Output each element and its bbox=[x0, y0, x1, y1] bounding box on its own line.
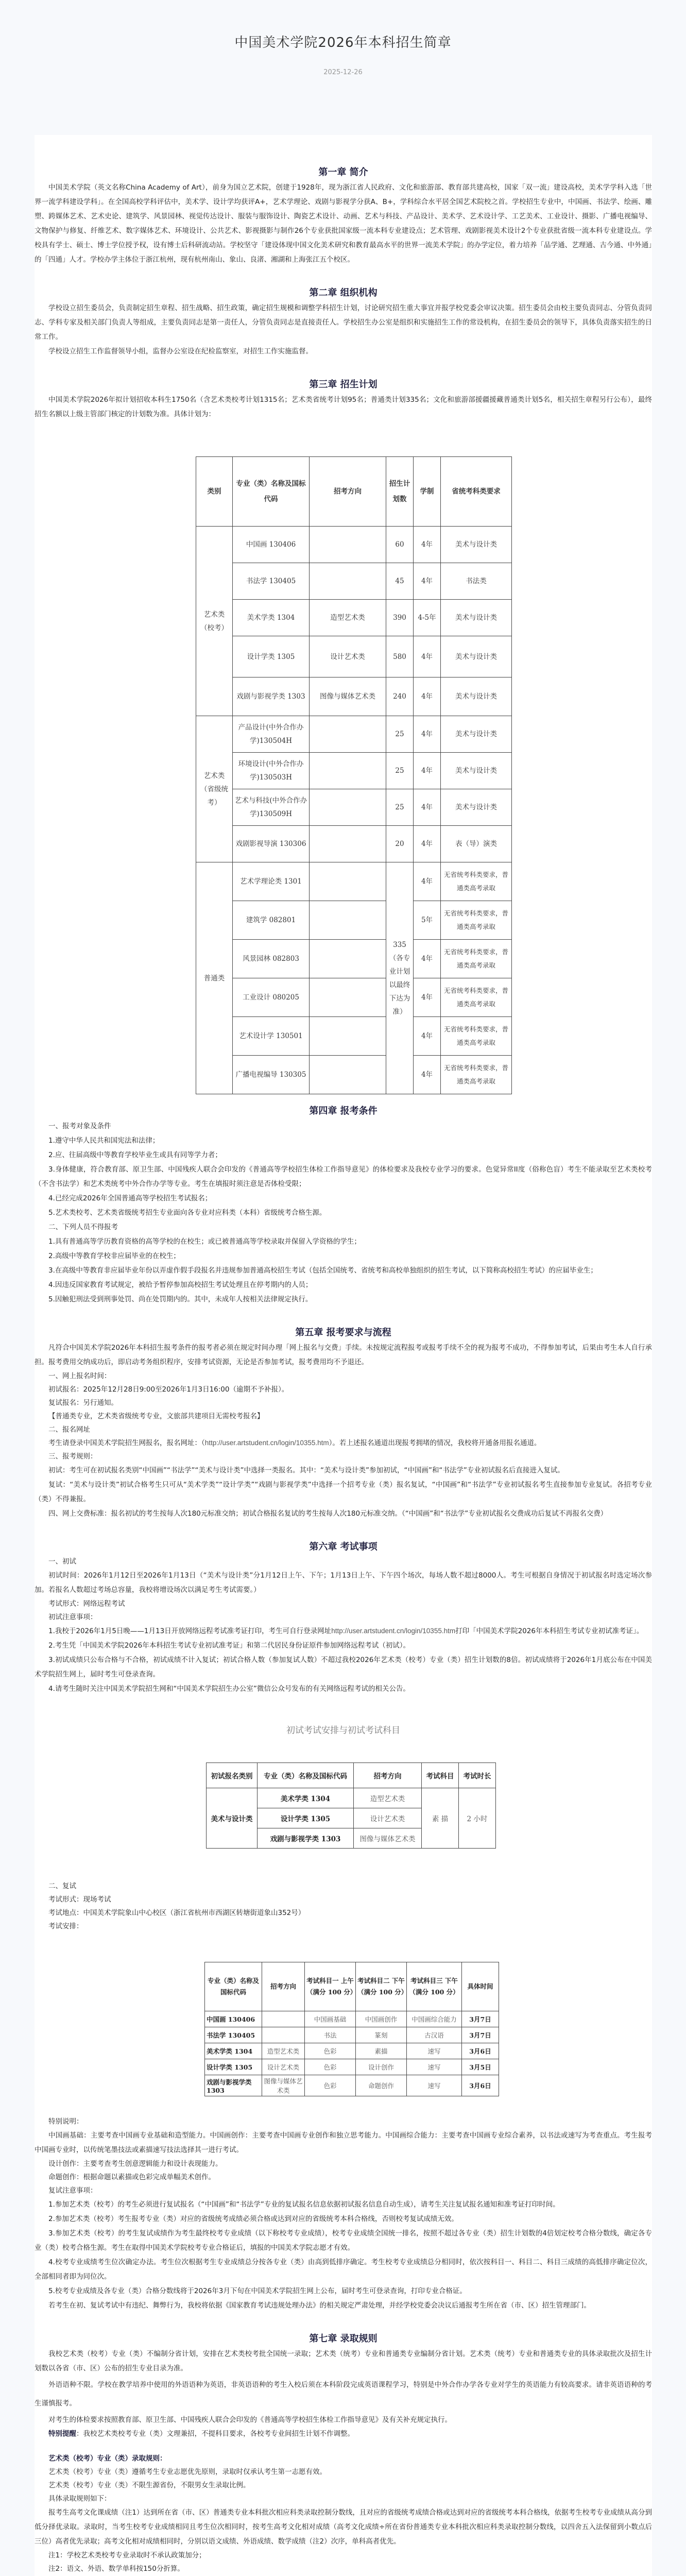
plan-quota: 580 bbox=[386, 636, 414, 677]
plan-major: 书法学 130405 bbox=[233, 563, 310, 600]
retest-row bbox=[205, 2011, 499, 2027]
chapter-3-title: 第三章 招生计划 bbox=[309, 379, 378, 390]
preliminary-note-3: 3.初试成绩只公布合格与不合格，初试成绩不计入复试；初试合格人数（参加复试人数）不超过我校2026年艺术类（校考）专业（类）招生计划数的8倍。初试成绩将于2026年1月底公布在中国美术学院招生网上，届时考生可登录查询。 bbox=[35, 1656, 652, 1679]
retest-major: 中国画 130406 bbox=[205, 2011, 262, 2027]
plan-row bbox=[196, 527, 512, 563]
condition-line: 一、报考对象及条件 bbox=[48, 1122, 111, 1130]
plan-row bbox=[196, 826, 512, 862]
plan-major: 中国画 130406 bbox=[233, 527, 310, 563]
plan-duration: 4年 bbox=[414, 716, 441, 753]
chapter-2-title: 第二章 组织机构 bbox=[309, 287, 378, 298]
plan-direction bbox=[310, 901, 386, 940]
retest-format: 考试形式：现场考试 bbox=[48, 1895, 111, 1904]
plan-direction bbox=[310, 716, 386, 753]
prelim-subject: 素 描 bbox=[422, 1788, 459, 1849]
registration-url-line: 考生请登录中国美术学院招生网报名，报名网址：（http://user.artstudent.cn/login/10355.htm）。若上述报名通道出现报考拥堵的情况，我校将开通备用报名通道。 bbox=[48, 1439, 541, 1447]
preliminary-heading: 一、初试 bbox=[48, 1557, 76, 1566]
plan-row bbox=[196, 978, 512, 1017]
art-admission-heading: 艺术类（校考）专业（类）录取规则： bbox=[48, 2454, 167, 2463]
admission-paragraph-3: 对考生的体检要求按照教育部、原卫生部、中国残疾人联合会印发的《普通高等学校招生体检工作指导意见》及有关补充规定执行。 bbox=[48, 2416, 452, 2424]
plan-quota: 390 bbox=[386, 600, 414, 636]
prelim-direction: 设计艺术类 bbox=[354, 1808, 422, 1828]
preliminary-format: 考试形式：网络远程考试 bbox=[48, 1600, 125, 1608]
special-note-3: 命题创作：根据命题以素描或色彩完成单幅美术创作。 bbox=[48, 2173, 215, 2181]
retest-subject-2: 设计创作 bbox=[356, 2059, 407, 2075]
retest-note-5: 5.校考专业成绩及各专业（类）合格分数线将于2026年3月下旬在中国美术学院招生网上公布，届时考生可登录查询，打印专业合格证。 bbox=[48, 2287, 467, 2295]
plan-row bbox=[196, 600, 512, 636]
retest-note-4: 4.校考专业成绩考生位次确定办法。考生位次根据考生专业成绩总分按各专业（类）由高到低排序确定。考生校考专业成绩总分相同时，依次按科目一、科目二、科目三成绩的高低排序确定位次，全部相同者即为同位次。 bbox=[35, 2258, 652, 2281]
plan-requirement: 美术与设计类 bbox=[441, 600, 512, 636]
fee-standard: 四、网上交费标准：报名初试的考生按每人次180元标准交纳；初试合格报名复试的考生按每人次180元标准交纳。（“中国画”和“书法学”专业初试报名交费成功后复试不再报名交费） bbox=[48, 1510, 608, 1518]
registration-url-heading: 二、报名网址 bbox=[48, 1426, 90, 1434]
chapter-5-title: 第五章 报考要求与流程 bbox=[295, 1327, 391, 1338]
condition-line: 2.应、往届高级中等教育学校毕业生或具有同等学力者； bbox=[48, 1151, 222, 1159]
retest-major: 设计学类 1305 bbox=[205, 2059, 262, 2075]
plan-direction bbox=[310, 862, 386, 901]
retest-subject-3: 速写 bbox=[407, 2059, 462, 2075]
plan-major: 广播电视编导 130305 bbox=[233, 1056, 310, 1094]
art-rule-2: 艺术类（校考）专业（类）不限生源省份，不限男女生录取比例。 bbox=[48, 2481, 250, 2489]
plan-row bbox=[196, 677, 512, 716]
retest-date: 3月7日 bbox=[462, 2011, 499, 2027]
retest-row bbox=[205, 2027, 499, 2043]
prelim-category: 美术与设计类 bbox=[207, 1788, 258, 1849]
retest-subject-3: 中国画综合能力 bbox=[407, 2011, 462, 2027]
retest-subject-3: 古汉语 bbox=[407, 2027, 462, 2043]
admission-paragraph-1: 我校艺术类（校考）专业（类）不编制分省计划，安排在艺术类校考批全国统一录取；艺术类（统考）专业和普通类专业编制分省计划。艺术类（统考）专业和普通类专业的具体录取批次及招生计划数以各省（市、区）公布的招生专业目录为准。 bbox=[35, 2350, 652, 2372]
plan-quota: 45 bbox=[386, 563, 414, 600]
page-title: 中国美术学院2026年本科招生简章 bbox=[234, 35, 452, 50]
art-rule-1: 艺术类（校考）专业（类）遵循考生专业志愿优先原则，录取时仅承认考生第一志愿有效。 bbox=[48, 2468, 327, 2476]
plan-major: 美术学类 1304 bbox=[233, 600, 310, 636]
plan-duration: 4年 bbox=[414, 940, 441, 978]
plan-direction bbox=[310, 563, 386, 600]
plan-requirement: 无省统考科类要求，普通类高考录取 bbox=[441, 1017, 512, 1056]
rules-retest: 复试：“美术与设计类”初试合格考生只可从“美术学类”“设计学类”“戏剧与影视学类”中选择一个招考专业（类）报名复试，“中国画”和“书法学”专业初试报名考生直接参加专业复试。各招考专业（类）不得兼报。 bbox=[35, 1481, 652, 1503]
plan-duration: 4-5年 bbox=[414, 600, 441, 636]
plan-direction bbox=[310, 940, 386, 978]
retest-row bbox=[205, 2043, 499, 2059]
condition-line: 3.在高级中等教育非应届毕业年份以弄虚作假手段报名并违规参加普通高校招生考试（包括全国统考、省统考和高校单独组织的招生考试，以下简称高校招生考试）的应届毕业生； bbox=[48, 1266, 597, 1275]
plan-row bbox=[196, 1056, 512, 1094]
footnote-2: 注2：语文、外语、数学单科按150分折算。 bbox=[48, 2565, 184, 2573]
plan-major: 艺术设计学 130501 bbox=[233, 1017, 310, 1056]
retest-subject-3: 速写 bbox=[407, 2075, 462, 2096]
plan-header-duration: 学制 bbox=[414, 457, 441, 527]
plan-row bbox=[196, 753, 512, 789]
retest-header-subject-3: 考试科目三 下午 （满分 100 分） bbox=[407, 1962, 462, 2011]
plan-direction bbox=[310, 978, 386, 1017]
plan-duration: 4年 bbox=[414, 636, 441, 677]
prelim-header-category: 初试报名类别 bbox=[207, 1763, 258, 1788]
plan-requirement: 无省统考科类要求，普通类高考录取 bbox=[441, 862, 512, 901]
plan-row bbox=[196, 862, 512, 901]
special-note-heading: 特别说明： bbox=[48, 2117, 83, 2126]
retest-notes-heading: 复试注意事项： bbox=[48, 2187, 97, 2195]
retest-direction bbox=[262, 2011, 305, 2027]
retest-heading: 二、复试 bbox=[48, 1882, 76, 1890]
retest-subject-1: 色彩 bbox=[305, 2043, 356, 2059]
special-reminder: 特别提醒：我校艺术类校考专业（类）文理兼招，不提科目要求，各校考专业间招生计划不作调整。 bbox=[48, 2430, 354, 2438]
plan-requirement: 美术与设计类 bbox=[441, 636, 512, 677]
admission-paragraph-2: 外语语种不限。学校在教学培养中使用的外语语种为英语，非英语语种的考生入校后须在本科阶段完成英语课程学习，特别是中外合作办学各专业对学生的英语能力有较高要求。请非英语语种的考生谨慎报考。 bbox=[35, 2381, 652, 2408]
plan-requirement: 书法类 bbox=[441, 563, 512, 600]
condition-line: 2.高级中等教育学校非应届毕业的在校生； bbox=[48, 1252, 180, 1260]
retest-location: 考试地点：中国美术学院象山中心校区（浙江省杭州市西湖区转塘街道象山352号） bbox=[48, 1909, 305, 1917]
plan-requirement: 美术与设计类 bbox=[441, 753, 512, 789]
preliminary-table-caption: 初试考试安排与初试考试科目 bbox=[286, 1725, 400, 1736]
plan-category: 普通类 bbox=[196, 862, 233, 1094]
plan-major: 戏剧影视导演 130306 bbox=[233, 826, 310, 862]
prelim-header-duration: 考试时长 bbox=[459, 1763, 496, 1788]
plan-header-category: 类别 bbox=[196, 457, 233, 527]
retest-header-subject-2: 考试科目二 下午 （满分 100 分） bbox=[356, 1962, 407, 2011]
plan-requirement: 无省统考科类要求，普通类高考录取 bbox=[441, 1056, 512, 1094]
plan-major: 戏剧与影视学类 1303 bbox=[233, 677, 310, 716]
plan-row bbox=[196, 716, 512, 753]
registration-link[interactable]: http://user.artstudent.cn/login/10355.htm bbox=[204, 1439, 329, 1447]
retest-subject-1: 中国画基础 bbox=[305, 2011, 356, 2027]
retest-date: 3月6日 bbox=[462, 2043, 499, 2059]
retest-row bbox=[205, 2059, 499, 2075]
plan-duration: 4年 bbox=[414, 1017, 441, 1056]
registration-time-heading: 一、网上报名时间： bbox=[48, 1372, 111, 1380]
chapter-7-title: 第七章 录取规则 bbox=[309, 2333, 378, 2344]
org-paragraph-2: 学校设立招生工作监督领导小组，监督办公室设在纪检监察室，对招生工作实施监督。 bbox=[48, 347, 313, 355]
enrollment-plan-table bbox=[196, 456, 512, 1094]
plan-requirement: 美术与设计类 bbox=[441, 527, 512, 563]
retest-note-3: 3.参加艺术类（校考）的考生复试成绩作为考生最终校考专业成绩（以下称校考专业成绩），校考专业成绩全国统一排名，按照不超过各专业（类）招生计划数的4倍划定校考合格分数线，确定各专业（类）校考合格生源。考生在取得中国美术学院校考专业合格证后，填报的中国美术学院志愿才有效。 bbox=[35, 2229, 652, 2252]
preliminary-note-1: 1.我校于2026年1月5日晚——1月13日开放网络远程考试准考证打印，考生可自行登录网址http://user.artstudent.cn/login/10355.htm打印「中国美术学院2026年本科招生考试专业初试准考证」。 bbox=[48, 1627, 644, 1635]
prelim-duration: 2 小时 bbox=[459, 1788, 496, 1849]
retest-row bbox=[205, 2075, 499, 2096]
plan-duration: 4年 bbox=[414, 527, 441, 563]
plan-requirement: 无省统考科类要求，普通类高考录取 bbox=[441, 978, 512, 1017]
retest-subject-3: 速写 bbox=[407, 2043, 462, 2059]
condition-line: 3.身体健康，符合教育部、原卫生部、中国残疾人联合会印发的《普通高等学校招生体检工作指导意见》的体检要求及我校专业学习的要求。色觉异常II度（俗称色盲）考生不能录取至艺术类校考（不含书法学）和艺术类统考中外合作办学等专业。考生在填报时须注意是否体检受限； bbox=[35, 1165, 652, 1188]
publish-date: 2025-12-26 bbox=[323, 69, 363, 76]
plan-duration: 4年 bbox=[414, 826, 441, 862]
plan-row bbox=[196, 563, 512, 600]
plan-direction: 图像与媒体艺术类 bbox=[310, 677, 386, 716]
plan-quota: 20 bbox=[386, 826, 414, 862]
plan-major: 产品设计(中外合作办学)130504H bbox=[233, 716, 310, 753]
preliminary-notes-heading: 初试注意事项： bbox=[48, 1613, 97, 1621]
plan-major: 环境设计(中外合作办学)130503H bbox=[233, 753, 310, 789]
retest-header-major: 专业（类）名称及国标代码 bbox=[205, 1962, 262, 2011]
preliminary-exam-table bbox=[206, 1762, 496, 1849]
retest-header-subject-1: 考试科目一 上午 （满分 100 分） bbox=[305, 1962, 356, 2011]
plan-quota: 25 bbox=[386, 716, 414, 753]
no-school-exam-note: 【普通类专业，艺术类省级统考专业，文旅部共建项目无需校考报名】 bbox=[48, 1412, 264, 1420]
retest-arrangement: 考试安排： bbox=[48, 1922, 83, 1930]
retest-direction: 设计艺术类 bbox=[262, 2059, 305, 2075]
plan-requirement: 美术与设计类 bbox=[441, 789, 512, 826]
condition-line: 5.因触犯刑法受到刑事处罚、尚在处罚期内的。其中，未成年人按相关法律规定执行。 bbox=[48, 1295, 313, 1303]
plan-header-requirement: 省统考科类要求 bbox=[441, 457, 512, 527]
plan-quota: 25 bbox=[386, 789, 414, 826]
retest-header-direction: 招考方向 bbox=[262, 1962, 305, 2011]
plan-duration: 4年 bbox=[414, 753, 441, 789]
plan-direction: 造型艺术类 bbox=[310, 600, 386, 636]
rules-preliminary: 初试：考生可在初试报名类别“中国画”“书法学”“美术与设计类”中选择一类报名。其中：“美术与设计类”参加初试，“中国画”和“书法学”专业初试报名后直接进入复试。 bbox=[48, 1466, 564, 1475]
retest-date: 3月7日 bbox=[462, 2027, 499, 2043]
chapter-6-title: 第六章 考试事项 bbox=[309, 1541, 378, 1552]
plan-major: 工业设计 080205 bbox=[233, 978, 310, 1017]
plan-duration: 5年 bbox=[414, 901, 441, 940]
article-body bbox=[35, 135, 652, 2576]
plan-direction bbox=[310, 1017, 386, 1056]
plan-header-quota: 招生计划数 bbox=[386, 457, 414, 527]
footnote-1: 注1：学校艺术类校考专业录取时不承认政策加分； bbox=[48, 2551, 206, 2560]
chapter-1-title: 第一章 简介 bbox=[318, 167, 368, 178]
plan-requirement: 美术与设计类 bbox=[441, 716, 512, 753]
plan-requirement: 表（导）演类 bbox=[441, 826, 512, 862]
plan-major: 艺术与科技(中外合作办学)130509H bbox=[233, 789, 310, 826]
art-rule-4: 报考生高考文化课成绩（注1）达到所在省（市、区）普通类专业本科批次相应科类录取控制分数线，且对应的省级统考成绩合格或达到对应的省级统考本科合格线，依据考生校考专业成绩从高分到低分择优录取。录取时，当考生校考专业成绩相同且考生位次相同时，按考生高考文化相对成绩（高考文化成绩÷所在省份普通类专业本科批次相应科类录取控制分数线，以四舍五入法保留到小数点后三位）高者优先录取；高考文化相对成绩相同时，分别以语文成绩、外语成绩、数学成绩（注2）次序，单科高者优先。 bbox=[35, 2509, 652, 2546]
preliminary-registration: 初试报名：2025年12月28日9:00至2026年1月3日16:00（逾期不予补报）。 bbox=[48, 1385, 289, 1394]
plan-duration: 4年 bbox=[414, 677, 441, 716]
condition-line: 4.已经完成2026年全国普通高等学校招生考试报名； bbox=[48, 1194, 212, 1202]
plan-direction bbox=[310, 753, 386, 789]
plan-row bbox=[196, 636, 512, 677]
plan-direction bbox=[310, 826, 386, 862]
plan-row bbox=[196, 1017, 512, 1056]
condition-line: 4.因违反国家教育考试规定，被给予暂停参加高校招生考试处理且在停考期内的人员； bbox=[48, 1281, 313, 1289]
prelim-header-major: 专业（类）名称及国标代码 bbox=[258, 1763, 354, 1788]
retest-header-date: 具体时间 bbox=[462, 1962, 499, 2011]
retest-subject-2: 篆刻 bbox=[356, 2027, 407, 2043]
plan-quota-general: 335（各专业计划以最终下达为准） bbox=[386, 862, 414, 1094]
chapter-4-title: 第四章 报考条件 bbox=[309, 1106, 378, 1116]
prelim-direction: 图像与媒体艺术类 bbox=[354, 1828, 422, 1849]
retest-subject-1: 色彩 bbox=[305, 2059, 356, 2075]
plan-category: 艺术类（校考） bbox=[196, 527, 233, 716]
plan-quota: 25 bbox=[386, 753, 414, 789]
retest-subject-1: 书法 bbox=[305, 2027, 356, 2043]
misconduct-note: 若考生在初、复试考试中有违纪、舞弊行为，我校将依据《国家教育考试违规处理办法》的相关规定严肃处理，并经学校党委会决议后通报考生所在省（市、区）招生管理部门。 bbox=[48, 2301, 591, 2310]
condition-line: 二、下列人员不得报考 bbox=[48, 1223, 118, 1231]
preliminary-note-2: 2.考生凭「中国美术学院2026年本科招生考试专业初试准考证」和第二代居民身份证原件参加网络远程考试（初试）。 bbox=[48, 1641, 410, 1650]
retest-exam-table bbox=[204, 1962, 499, 2096]
retest-subject-1: 色彩 bbox=[305, 2075, 356, 2096]
prelim-major: 戏剧与影视学类 1303 bbox=[258, 1828, 354, 1849]
condition-line: 1.遵守中华人民共和国宪法和法律； bbox=[48, 1137, 160, 1145]
plan-duration: 4年 bbox=[414, 862, 441, 901]
prelim-header-direction: 招考方向 bbox=[354, 1763, 422, 1788]
plan-row bbox=[196, 901, 512, 940]
plan-duration: 4年 bbox=[414, 563, 441, 600]
plan-header-direction: 招考方向 bbox=[310, 457, 386, 527]
plan-category: 艺术类（省级统考） bbox=[196, 716, 233, 862]
registration-paragraph: 凡符合中国美术学院2026年本科招生报考条件的报考者必须在规定时间办理「网上报名与交费」手续。未按规定流程报考或报考手续不全的视为报考不成功，不得参加考试，后果由考生本人自行承担。报考费用交纳成功后，即启动考务组织程序，安排考试资源，无论是否参加考试，报考费用均不予退还。 bbox=[35, 1344, 652, 1366]
preliminary-note-4: 4.请考生随时关注中国美术学院招生网和“中国美术学院招生办公室”微信公众号发布的有关网络远程考试的相关公告。 bbox=[48, 1685, 410, 1693]
retest-subject-2: 素描 bbox=[356, 2043, 407, 2059]
plan-requirement: 无省统考科类要求，普通类高考录取 bbox=[441, 940, 512, 978]
prelim-direction: 造型艺术类 bbox=[354, 1788, 422, 1808]
plan-duration: 4年 bbox=[414, 789, 441, 826]
prelim-header-subject: 考试科目 bbox=[422, 1763, 459, 1788]
plan-duration: 4年 bbox=[414, 1056, 441, 1094]
condition-line: 1.具有普通高等学历教育资格的高等学校的在校生；或已被普通高等学校录取并保留入学资格的学生； bbox=[48, 1238, 361, 1246]
retest-date: 3月6日 bbox=[462, 2075, 499, 2096]
art-rule-3: 具体录取规则如下： bbox=[48, 2495, 111, 2503]
retest-direction: 造型艺术类 bbox=[262, 2043, 305, 2059]
retest-subject-2: 命题创作 bbox=[356, 2075, 407, 2096]
plan-requirement: 无省统考科类要求，普通类高考录取 bbox=[441, 901, 512, 940]
plan-duration: 4年 bbox=[414, 978, 441, 1017]
plan-major: 建筑学 082801 bbox=[233, 901, 310, 940]
retest-note-2: 2.参加艺术类（校考）考生报考专业（类）对应的省级统考成绩必须合格或达到对应的省级统考本科合格线，否则校考复试成绩无效。 bbox=[48, 2215, 458, 2223]
plan-direction bbox=[310, 527, 386, 563]
plan-row bbox=[196, 940, 512, 978]
plan-quota: 240 bbox=[386, 677, 414, 716]
plan-paragraph: 中国美术学院2026年拟计划招收本科生1750名（含艺术类校考计划1315名；艺术类省统考计划95名；普通类计划335名；文化和旅游部援疆援藏普通类计划5名，相关招生章程另行公布），最终招生名额以上级主管部门核定的计划数为准。具体计划为： bbox=[35, 396, 652, 418]
plan-requirement: 美术与设计类 bbox=[441, 677, 512, 716]
retest-major: 戏剧与影视学类 1303 bbox=[205, 2075, 262, 2096]
retest-direction: 图像与媒体艺术类 bbox=[262, 2075, 305, 2096]
retest-major: 书法学 130405 bbox=[205, 2027, 262, 2043]
admission-ticket-link[interactable]: http://user.artstudent.cn/login/10355.htm bbox=[331, 1627, 456, 1635]
org-paragraph-1: 学校设立招生委员会，负责制定招生章程、招生战略、招生政策，确定招生规模和调整学科招生计划，讨论研究招生重大事宜并报学校党委会审议决策。招生委员会由校主要负责同志、分管负责同志、学科专家及相关部门负责人等组成，主要负责同志是第一责任人，分管负责同志是直接责任人。学校招生办公室是组织和实施招生工作的常设机构，在招生委员会的领导下，具体负责落实招生的日常工作。 bbox=[35, 304, 652, 341]
plan-direction: 设计艺术类 bbox=[310, 636, 386, 677]
plan-header-major: 专业（类）名称及国标代码 bbox=[233, 457, 310, 527]
plan-major: 设计学类 1305 bbox=[233, 636, 310, 677]
rules-heading: 三、报考规则： bbox=[48, 1452, 97, 1461]
plan-major: 艺术学理论类 1301 bbox=[233, 862, 310, 901]
preliminary-time: 初试时间：2026年1月12日至2026年1月13日（“美术与设计类”分1月12日上午、下午；1月13日上午、下午四个场次，每场人数不超过8000人。考生可根据自身情况于初试报名时选定场次参加。若报名人数超过考场总容量，我校将增设场次以满足考生考试需要。） bbox=[35, 1571, 652, 1594]
special-note-1: 中国画基础：主要考查中国画专业基础和造型能力。中国画创作：主要考查中国画专业创作和独立思考能力。中国画综合能力：主要考查中国画专业综合素养，以书法或速写为考查重点。考生报考中国画专业时，以传统笔墨技法或素描速写技法选择其一进行考试。 bbox=[35, 2131, 652, 2154]
plan-direction bbox=[310, 1056, 386, 1094]
intro-paragraph: 中国美术学院（英文名称China Academy of Art），前身为国立艺术院，创建于1928年，现为浙江省人民政府、文化和旅游部、教育部共建高校，国家「双一流」建设高校，美术学学科入选「世界一流学科建设学科」。在全国高校学科评估中，美术学、设计学均获评A+，艺术学理论、戏剧与影视学分获A、B+，学科综合水平居全国艺术院校之首。学校招生专业中，中国画、书法学、绘画、雕塑、跨媒体艺术、艺术史论、建筑学、风景园林、视觉传达设计、服装与服饰设计、陶瓷艺术设计、动画、艺术与科技、产品设计、美术学、艺术设计学、工艺美术、工业设计、摄影、广播电视编导、文物保护与修复、纤维艺术、数字媒体艺术、环境设计、公共艺术、影视摄影与制作26个专业获批国家级一流本科专业建设点；艺术管理、戏剧影视美术设计2个专业获批省级一流本科专业建设点。学校具有学士、硕士、博士学位授予权，设有博士后科研流动站。学校坚守「建设体现中国文化美术研究和教育最高水平的世界一流美术学院」的办学定位，着力培养「品学通、艺理通、古今通、中外通」的「四通」人才。学校办学主体位于浙江杭州，现有杭州南山、象山、良渚、湘湖和上海张江五个校区。 bbox=[35, 183, 652, 264]
plan-major: 风景园林 082803 bbox=[233, 940, 310, 978]
retest-subject-2: 中国画创作 bbox=[356, 2011, 407, 2027]
special-note-2: 设计创作：主要考查考生创意逻辑能力和设计表现能力。 bbox=[48, 2160, 222, 2168]
retest-registration: 复试报名：另行通知。 bbox=[48, 1399, 118, 1407]
retest-note-1: 1.参加艺术类（校考）的考生必须进行复试报名（“中国画”和“书法学”专业的复试报名信息依据初试报名信息自动生成），请考生关注复试报名通知和准考证打印时间。 bbox=[48, 2200, 560, 2209]
retest-major: 美术学类 1304 bbox=[205, 2043, 262, 2059]
retest-date: 3月5日 bbox=[462, 2059, 499, 2075]
plan-row bbox=[196, 789, 512, 826]
page-header bbox=[0, 0, 686, 103]
plan-direction bbox=[310, 789, 386, 826]
prelim-major: 设计学类 1305 bbox=[258, 1808, 354, 1828]
prelim-major: 美术学类 1304 bbox=[258, 1788, 354, 1808]
retest-direction bbox=[262, 2027, 305, 2043]
condition-line: 5.艺术类校考、艺术类省级统考招生专业面向各专业对应科类（本科）省级统考合格生源。 bbox=[48, 1209, 327, 1217]
plan-quota: 60 bbox=[386, 527, 414, 563]
